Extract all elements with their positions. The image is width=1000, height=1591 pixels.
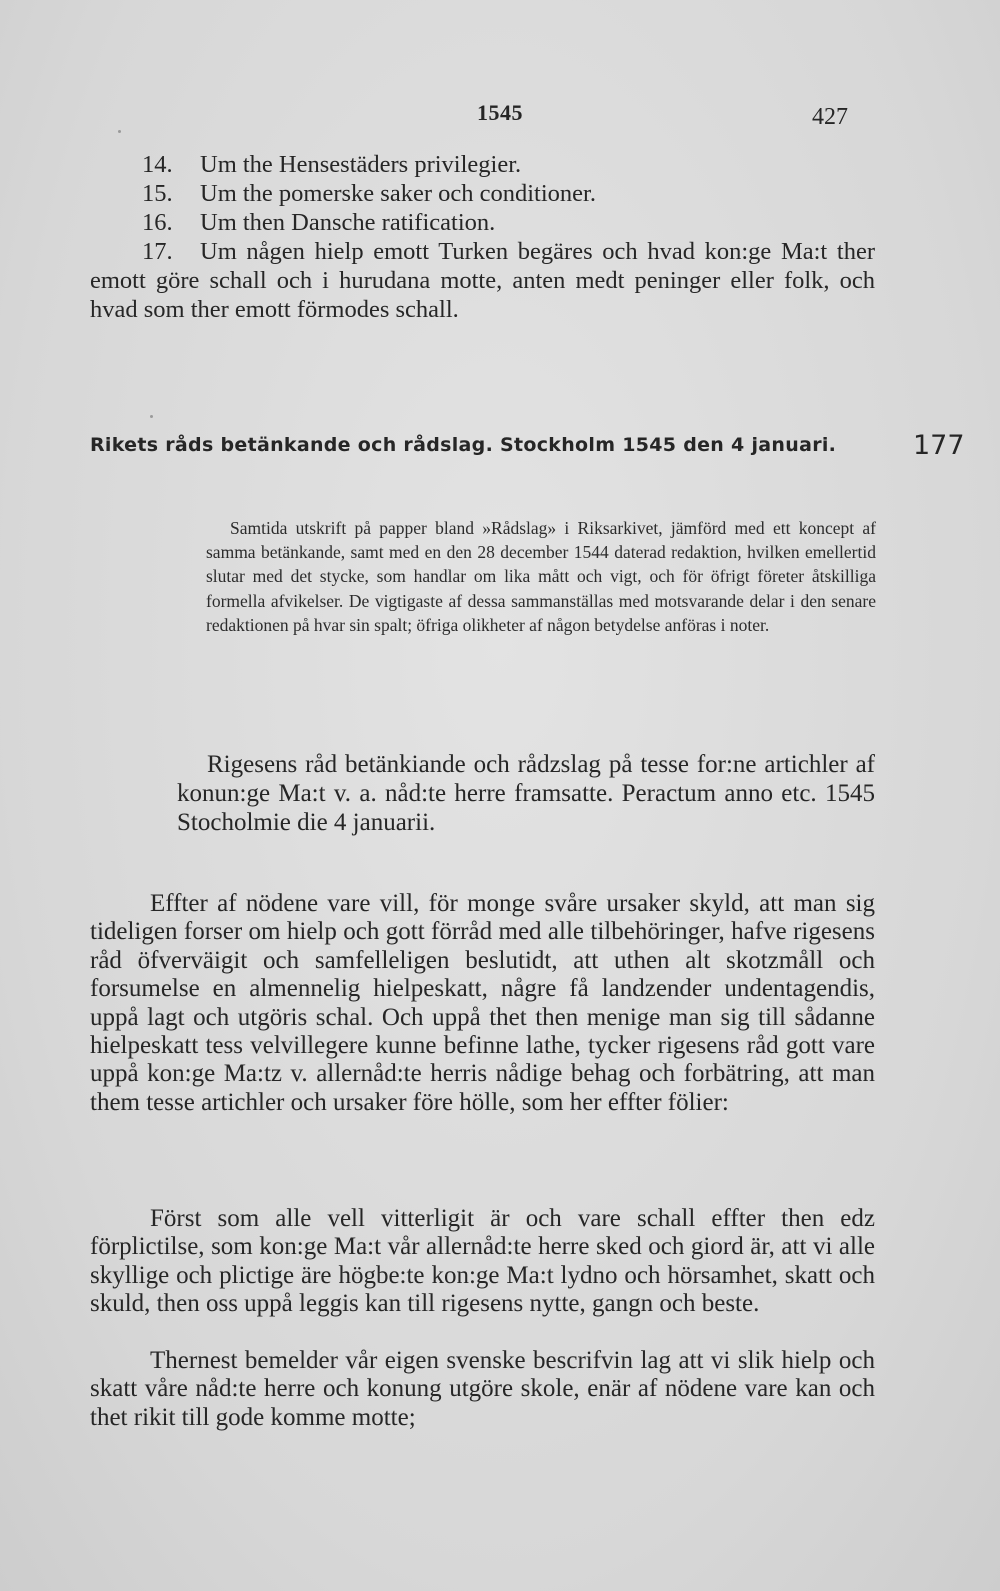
document-title: Rigesens råd betänkiande och rådzslag på tesse for:ne artichler af konun:ge Ma:t v. a. nåd:te herre framsatte. Peractum anno etc. 1545 Stocholmie die 4 januarii.: [177, 751, 875, 836]
running-header-year: 1545: [477, 100, 523, 125]
list-item: [90, 208, 875, 237]
body-paragraph: Thernest bemelder vår eigen svenske bescrifvin lag att vi slik hielp och skatt våre nåd:te herre och konung utgöre skole, enär af nödene vare kan och thet rikit till gode komme motte;: [90, 1347, 875, 1431]
list-item-number: 17.: [142, 238, 173, 265]
body-paragraph: Först som alle vell vitterligit är och vare schall effter then edz förplictilse, som kon:ge Ma:t vår allernåd:te herre sked och giord är, att vi alle skyllige och plictige äre högbe:te kon:ge Ma:t lydno och hörsamhet, skatt och skuld, then oss uppå leggis kan till rigesens nytte, gangn och beste.: [90, 1205, 875, 1318]
list-item-text: Um the pomerske saker och conditioner.: [200, 180, 596, 207]
paper-speck: [118, 130, 121, 133]
page-number: 427: [812, 104, 848, 130]
list-item-text: Um någen hielp emott Turken begäres och hvad kon:ge Ma:t ther emott göre schall och i hurudana motte, anten medt peninger eller folk, och hvad som ther emott förmodes schall.: [90, 238, 875, 323]
numbered-list: [90, 150, 875, 324]
list-item: [90, 237, 875, 324]
paper-speck: [150, 415, 153, 418]
list-item-text: Um then Dansche ratification.: [200, 209, 496, 236]
source-note: Samtida utskrift på papper bland »Rådslag» i Riksarkivet, jämförd med ett koncept af samma betänkande, samt med en den 28 december 1544 daterad redaktion, hvilken emellertid slutar med det stycke, som handlar om lika mått och vigt, och för öfrigt företer åtskilliga formella afvikelser. De vigtigaste af dessa sammanställas med motsvarande delar i den senare redaktionen på hvar sin spalt; öfriga olikheter af någon betydelse anföras i noter.: [206, 518, 876, 635]
document-number: 177: [913, 430, 965, 461]
list-item-number: 16.: [142, 209, 173, 236]
list-item: [90, 179, 875, 208]
list-item-number: 15.: [142, 180, 173, 207]
list-item: [90, 150, 875, 179]
body-paragraph: Effter af nödene vare vill, för monge svåre ursaker skyld, att man sig tideligen forser om hielp och gott förråd med alle tilbehöringer, hafve rigesens råd öfverväigit och samfelleligen beslutidt, att uthen alt skotzmåll och forsumelse en almennelig hielpeskatt, någre få landzender undentagendis, uppå lagt och utgöris schal. Och uppå thet then menige man sig till sådanne hielpeskatt tess velvillegere kunne befinne lathe, tycker rigesens råd gott vare uppå kon:ge Ma:tz v. allernåd:te herris nådige behag och forbätring, att man them tesse artichler och ursaker före hölle, som her effter fölier:: [90, 890, 875, 1116]
document-heading: Rikets råds betänkande och rådslag. Stockholm 1545 den 4 januari.: [90, 434, 837, 456]
list-item-number: 14.: [142, 151, 173, 178]
list-item-text: Um the Hensestäders privilegier.: [200, 151, 522, 178]
